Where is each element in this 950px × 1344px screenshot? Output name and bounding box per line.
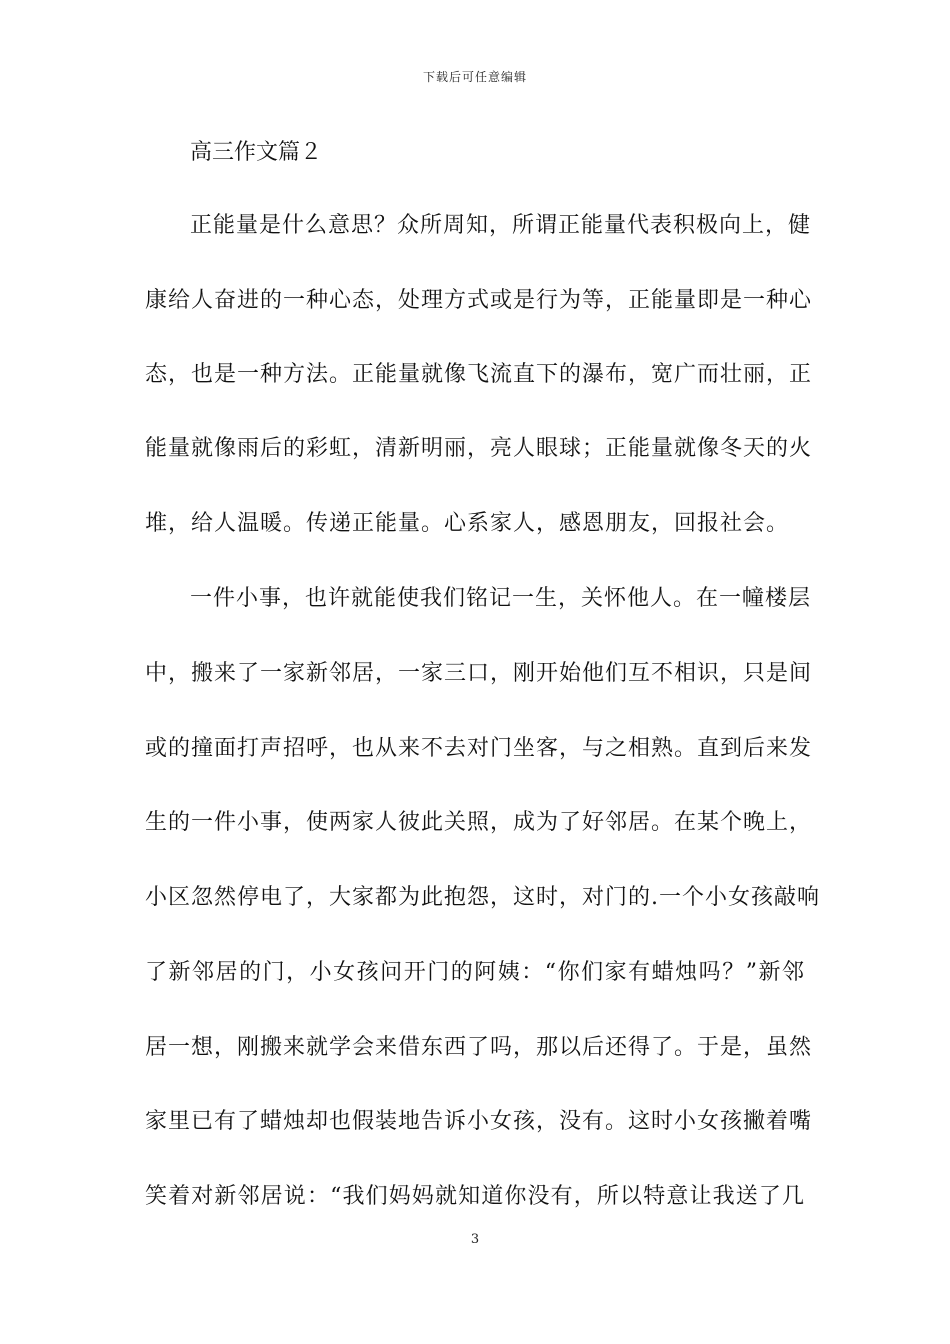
essay-heading: 高三作文篇２ [190, 140, 323, 165]
paragraph-2-line-6: 了新邻居的门，小女孩问开门的阿姨：“你们家有蜡烛吗？”新邻 [145, 960, 805, 985]
paragraph-2-line-9: 笑着对新邻居说：“我们妈妈就知道你没有，所以特意让我送了几 [145, 1184, 805, 1209]
paragraph-2-line-3: 或的撞面打声招呼，也从来不去对门坐客，与之相熟。直到后来发 [145, 736, 813, 761]
paragraph-2-line-4: 生的一件小事，使两家人彼此关照，成为了好邻居。在某个晚上， [145, 810, 813, 835]
paragraph-2-line-2: 中，搬来了一家新邻居，一家三口，刚开始他们互不相识，只是间 [145, 661, 813, 686]
paragraph-1-line-5: 堆，给人温暖。传递正能量。心系家人，感恩朋友，回报社会。 [145, 511, 790, 536]
paragraph-2-line-7: 居一想，刚搬来就学会来借东西了吗，那以后还得了。于是，虽然 [145, 1035, 813, 1060]
paragraph-1-line-4: 能量就像雨后的彩虹，清新明丽，亮人眼球；正能量就像冬天的火 [145, 436, 813, 461]
paragraph-2-line-1: 一件小事，也许就能使我们铭记一生，关怀他人。在一幢楼层 [190, 586, 812, 611]
paragraph-1-line-1: 正能量是什么意思？众所周知，所谓正能量代表积极向上，健 [190, 213, 812, 238]
page-number: 3 [470, 1232, 480, 1247]
paragraph-1-line-2: 康给人奋进的一种心态，处理方式或是行为等，正能量即是一种心 [145, 288, 813, 313]
paragraph-2-line-5: 小区忽然停电了，大家都为此抱怨，这时，对门的.一个小女孩敲响 [145, 885, 820, 910]
paragraph-1-line-3: 态，也是一种方法。正能量就像飞流直下的瀑布，宽广而壮丽，正 [145, 362, 813, 387]
page-header: 下载后可任意编辑 [422, 70, 527, 84]
paragraph-2-line-8: 家里已有了蜡烛却也假装地告诉小女孩，没有。这时小女孩撇着嘴 [145, 1109, 813, 1134]
